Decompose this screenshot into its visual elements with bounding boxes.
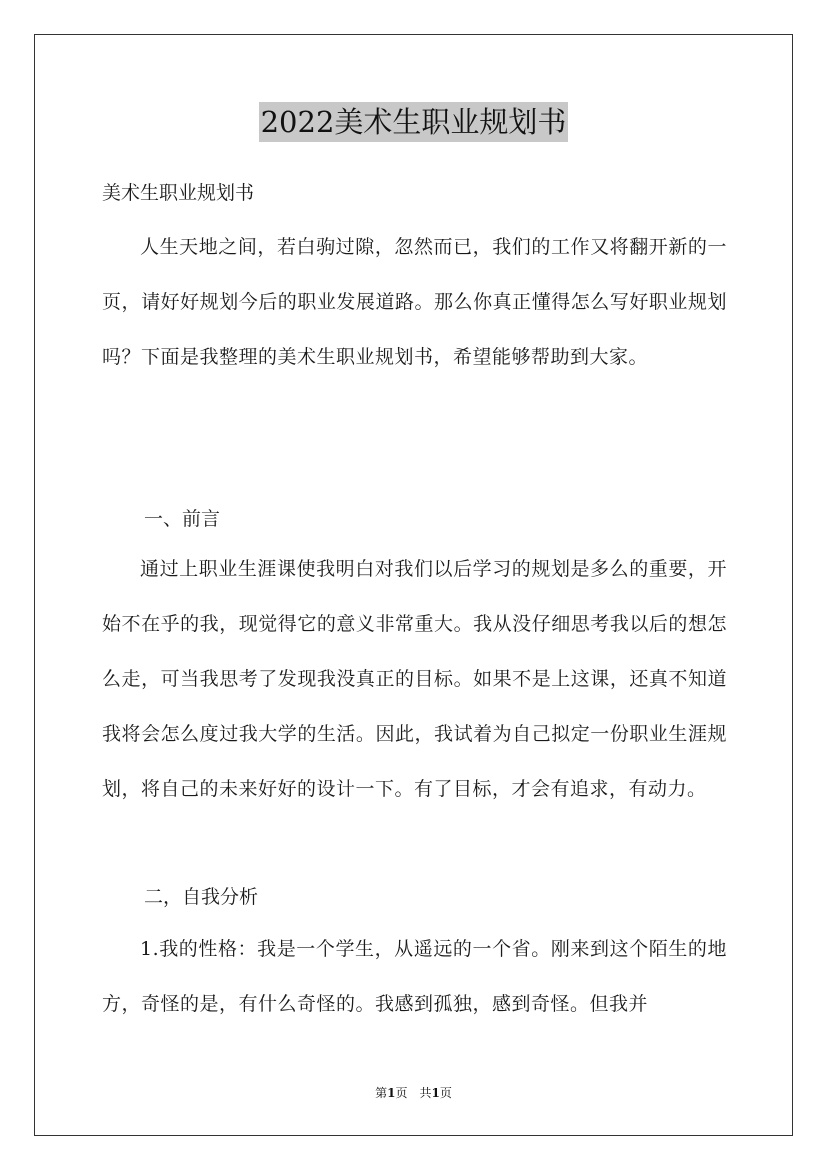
section-heading-self-analysis: 二，自我分析 [144,886,259,908]
page-footer [0,1085,827,1101]
intro-paragraph: 人生天地之间，若白驹过隙，忽然而已，我们的工作又将翻开新的一页，请好好规划今后的职业发展道路。那么你真正懂得怎么写好职业规划吗？下面是我整理的美术生职业规划书，希望能够帮助到大家。 [102,236,727,368]
footer-page-total: 1 [431,1086,440,1100]
document-title: 2022美术生职业规划书 [259,102,569,142]
footer-page-suffix: 页 [439,1086,452,1100]
footer-page-mid: 页 共 [395,1086,432,1100]
footer-page-current: 1 [387,1086,396,1100]
preface-paragraph: 通过上职业生涯课使我明白对我们以后学习的规划是多么的重要，开始不在乎的我，现觉得它的意义非常重大。我从没仔细思考我以后的想怎么走，可当我思考了发现我没真正的目标。如果不是上这课，还真不知道我将会怎么度过我大学的生活。因此，我试着为自己拟定一份职业生涯规划，将自己的未来好好的设计一下。有了目标，才会有追求，有动力。 [102,558,727,800]
self-analysis-paragraph: 1.我的性格：我是一个学生，从遥远的一个省。刚来到这个陌生的地方，奇怪的是，有什么奇怪的。我感到孤独，感到奇怪。但我并 [102,938,727,1015]
section-heading-preface: 一、前言 [144,508,221,530]
document-subtitle: 美术生职业规划书 [102,182,255,204]
title-container [0,102,827,142]
footer-page-prefix: 第 [375,1086,388,1100]
